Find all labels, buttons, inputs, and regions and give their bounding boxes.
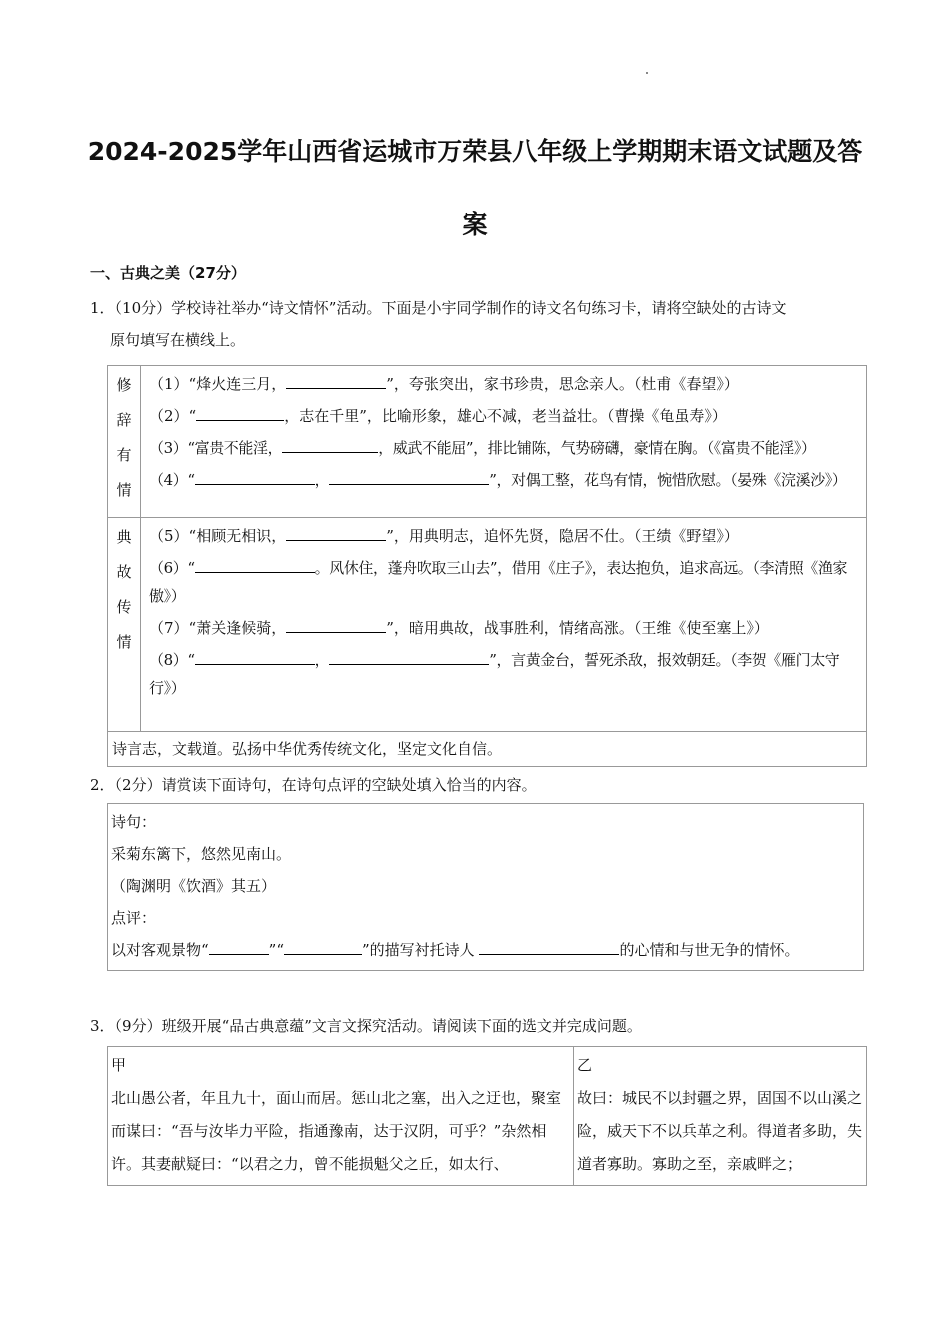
item-5: （5）“相顾无相识， ”，用典明志，追怀先贤，隐居不仕。（王绩《野望》） [149,520,864,552]
poem-comment-box [107,803,864,971]
passage-text: 故曰：城民不以封疆之界，固国不以山溪之险，威天下不以兵革之利。得道者多助，失道者寡助。寡助之至，亲戚畔之； [577,1089,863,1173]
item-2: （2）“ ，志在千里”，比喻形象，雄心不减，老当益壮。（曹操《龟虽寿》） [149,400,864,432]
question-1-stem-line: 原句填写在横线上。 [110,331,246,349]
answer-blank[interactable] [479,938,619,955]
passage-yi [574,1047,867,1186]
rhetoric-items [141,366,867,518]
scan-dot [646,72,648,74]
passage-label: 乙 [577,1056,593,1074]
page-title: 2024-2025学年山西省运城市万荣县八年级上学期期末语文试题及答 [87,137,863,166]
passage-jia [108,1047,574,1186]
item-4: （4）“ ， ”，对偶工整，花鸟有情，惋惜欣慰。（晏殊《浣溪沙》） [149,464,864,496]
answer-blank[interactable] [195,648,315,665]
poem-line: 采菊东篱下，悠然见南山。 [111,845,292,863]
answer-blank[interactable] [282,436,378,453]
passage-text: 北山愚公者，年且九十，面山而居。惩山北之塞，出入之迂也，聚室而谋曰：“吾与汝毕力平险，指通豫南，达于汉阴，可乎？”杂然相许。其妻献疑曰：“以君之力，曾不能损魁父之丘，如太行、 [111,1089,562,1173]
question-1-stem [90,292,870,356]
answer-blank[interactable] [329,648,489,665]
poem-label: 诗句： [111,813,157,831]
question-2-stem: 2．（2分）请赏读下面诗句，在诗句点评的空缺处填入恰当的内容。 [90,776,537,794]
answer-blank[interactable] [329,468,489,485]
item-6: （6）“ 。风休住，蓬舟吹取三山去”，借用《庄子》，表达抱负，追求高远。（李清照《渔家傲》） [149,552,864,612]
section-heading: 一、古典之美（27分） [90,264,246,282]
comment-text: 以对客观景物“ ”“ ”的描写衬托诗人 的心情和与世无争的情怀。 [111,934,855,966]
passage-label: 甲 [111,1056,127,1074]
item-8: （8）“ ， ”，言黄金台，誓死杀敌，报效朝廷。（李贺《雁门太守行》） [149,644,864,704]
passages-table [107,1046,867,1186]
poem-source: （陶渊明《饮酒》其五） [111,877,277,895]
answer-blank[interactable] [286,372,386,389]
answer-blank[interactable] [195,556,315,573]
answer-blank[interactable] [286,524,386,541]
allusion-items [141,518,867,732]
card-footer: 诗言志，文载道。弘扬中华优秀传统文化，坚定文化自信。 [108,732,867,767]
practice-card-table [107,365,867,767]
item-1: （1）“烽火连三月， ”，夸张突出，家书珍贵，思念亲人。（杜甫《春望》） [149,368,864,400]
answer-blank[interactable] [195,468,315,485]
comment-label: 点评： [111,909,157,927]
group-label-rhetoric: 修 辞 有 情 [108,366,141,518]
answer-blank[interactable] [286,616,386,633]
question-3-stem: 3．（9分）班级开展“品古典意蕴”文言文探究活动。请阅读下面的选文并完成问题。 [90,1017,642,1035]
item-7: （7）“萧关逢候骑， ”，暗用典故，战事胜利，情绪高涨。（王维《使至塞上》） [149,612,864,644]
answer-blank[interactable] [209,938,269,955]
item-3: （3）“富贵不能淫， ，威武不能屈”，排比铺陈，气势磅礴，豪情在胸。（《富贵不能淫》） [149,432,864,464]
group-label-allusion: 典 故 传 情 [108,518,141,732]
question-1-stem-line: 1．（10分）学校诗社举办“诗文情怀”活动。下面是小宇同学制作的诗文名句练习卡，请将空缺处的古诗文 [90,299,787,317]
answer-blank[interactable] [284,938,362,955]
page-title-continued: 案 [462,210,488,239]
answer-blank[interactable] [196,404,284,421]
